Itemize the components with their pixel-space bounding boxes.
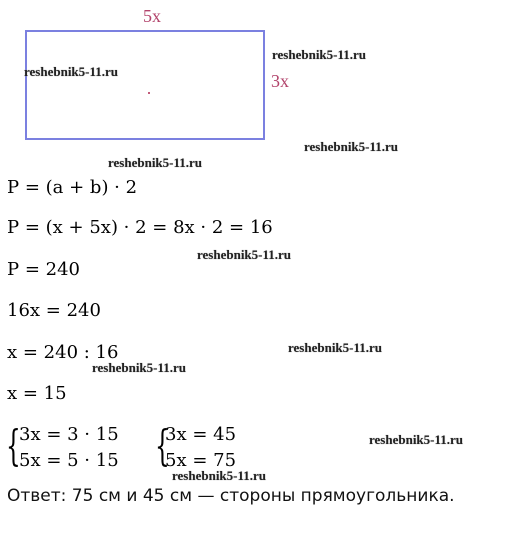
answer-text: Ответ: 75 см и 45 см — стороны прямоугольника. [7,486,455,506]
watermark: reshebnik5-11.ru [304,139,399,154]
equation-perimeter-formula: P = (a + b) · 2 [7,177,138,198]
top-side-label: 5x [143,6,161,26]
right-side-label: 3x [271,71,289,91]
equation-perimeter-value: P = 240 [7,259,80,280]
left-system-line-2: 5x = 5 · 15 [19,450,119,471]
watermark: reshebnik5-11.ru [24,64,119,79]
watermark: reshebnik5-11.ru [108,155,203,170]
watermark: reshebnik5-11.ru [272,47,367,62]
equation-x-division: x = 240 : 16 [7,342,119,363]
left-system-line-1: 3x = 3 · 15 [19,424,119,445]
rectangle-figure [25,30,265,140]
equation-16x: 16x = 240 [7,300,101,321]
equation-perimeter-expanded: P = (x + 5x) · 2 = 8x · 2 = 16 [7,217,273,238]
right-system-line-2: 5x = 75 [165,450,237,471]
left-system-brace: { [6,421,21,470]
center-dot [148,92,150,94]
right-system-brace: { [155,421,170,470]
watermark: reshebnik5-11.ru [92,360,187,375]
watermark: reshebnik5-11.ru [369,432,464,447]
watermark: reshebnik5-11.ru [288,340,383,355]
equation-x-result: x = 15 [7,383,67,404]
watermark: reshebnik5-11.ru [197,247,292,262]
right-system-line-1: 3x = 45 [165,424,237,445]
watermark: reshebnik5-11.ru [172,468,267,483]
